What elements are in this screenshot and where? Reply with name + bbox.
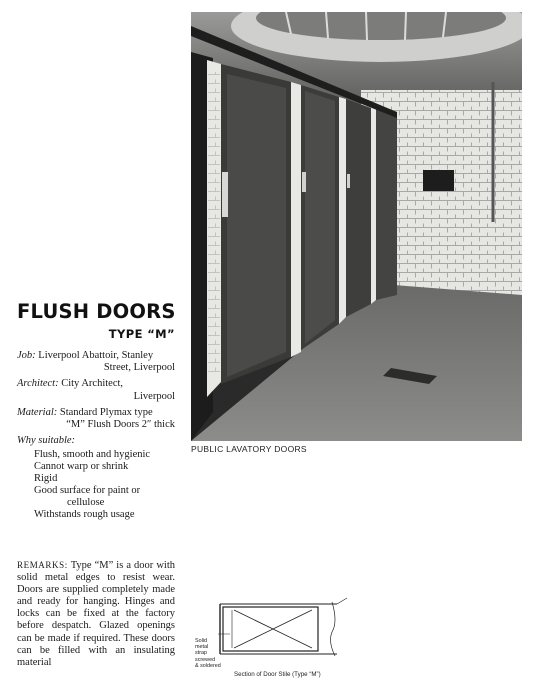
spec-column: [17, 300, 175, 521]
diagram-label-line: metal: [195, 644, 209, 651]
lavatory-photo: [191, 12, 522, 441]
diagram-label-line: & soldered: [195, 662, 221, 669]
door-type: TYPE “M”: [108, 327, 175, 341]
suitable-list: [17, 449, 175, 521]
remarks: [17, 559, 175, 669]
field-job-label: Job:: [17, 350, 36, 361]
diagram-label-line: strap: [195, 650, 207, 657]
field-suitable: [17, 435, 175, 447]
page-title: FLUSH DOORS: [17, 300, 176, 323]
diagram-label-line: screwed: [195, 656, 216, 663]
field-architect: [17, 378, 175, 402]
field-architect-label: Architect:: [17, 378, 59, 390]
diagram-label-line: Solid: [195, 638, 207, 644]
field-architect-value-line2: Liverpool: [133, 390, 175, 402]
field-architect-value-line1: City Architect,: [61, 378, 124, 390]
field-material-value-line1: Standard Plymax type: [59, 406, 153, 418]
field-material: [17, 407, 175, 431]
remarks-label: REMARKS:: [17, 560, 68, 570]
list-item: Good surface for paint or: [34, 485, 141, 497]
field-suitable-label: Why suitable:: [17, 435, 76, 447]
photo-caption: PUBLIC LAVATORY DOORS: [191, 444, 307, 454]
diagram-caption: Section of Door Stile (Type “M”): [234, 671, 321, 678]
list-item: Cannot warp or shrink: [34, 461, 129, 473]
field-material-value-line2: “M” Flush Doors 2″ thick: [66, 419, 175, 431]
remarks-text: Type “M” is a door with solid metal edges to resist wear. Doors are supplied completely made and ready for hanging. Hinges and locks can be fixed at the factory before despatch. Glazed openings can be made if required. These doors can be filled with an insulating material: [17, 560, 176, 668]
list-item: Rigid: [34, 473, 58, 485]
field-job: [17, 350, 175, 374]
door-stile-diagram: [192, 592, 362, 684]
spec-fields: [17, 350, 175, 447]
lavatory-photo-illustration: [191, 12, 522, 441]
field-job-value-line1: Liverpool Abattoir, Stanley: [38, 350, 154, 361]
field-job-value-line2: Street, Liverpool: [103, 362, 175, 374]
list-item: Withstands rough usage: [34, 509, 135, 521]
field-material-label: Material:: [17, 406, 58, 418]
diagram-label: [195, 638, 221, 669]
list-item-continuation: cellulose: [67, 497, 105, 509]
list-item: Flush, smooth and hygienic: [34, 449, 151, 461]
